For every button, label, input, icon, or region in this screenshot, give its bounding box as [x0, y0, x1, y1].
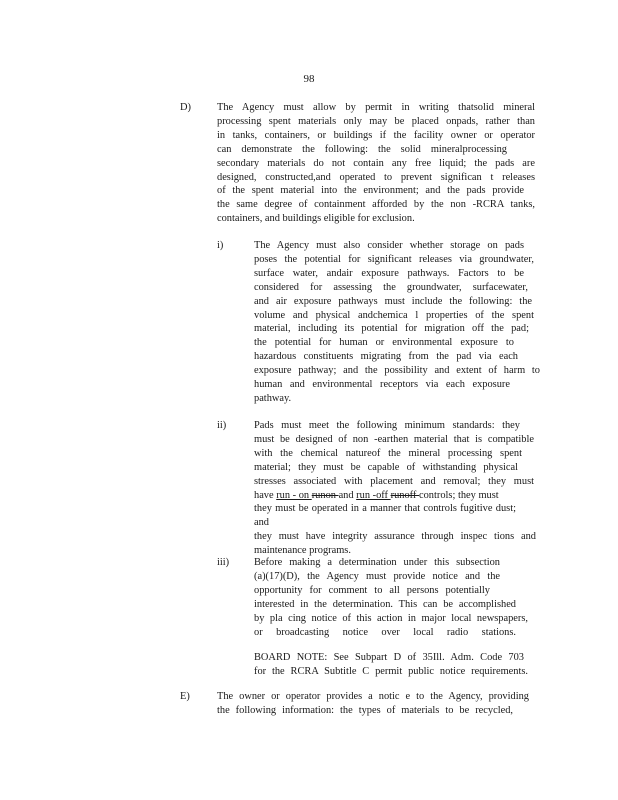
section-i-line: the potential for human or environmental exposure to [254, 337, 514, 349]
section-iii-line: interested in the determination. This can be accomplished [254, 598, 516, 610]
section-i-line: volume and physical andchemica l properties of the spent [254, 309, 534, 321]
section-D-paragraph [217, 101, 535, 226]
section-ii-line: with the chemical natureof the mineral processing spent [254, 447, 522, 459]
strike-text-and: and [338, 489, 357, 501]
section-iii-line: (a)(17)(D), the Agency must provide notice and the [254, 570, 500, 582]
section-D-line: processing spent materials only may be placed onpads, rather than [217, 115, 535, 127]
section-ii-paragraph [254, 419, 540, 558]
section-i-line: poses the potential for significant releases via groundwater, [254, 253, 534, 265]
strike-text-controls: controls; they must [419, 489, 499, 501]
section-ii-line: they must have integrity assurance through inspec tions and [254, 531, 536, 543]
section-ii-line: they must be operated in a manner that controls fugitive dust; and [254, 503, 516, 529]
section-ii-strike-line [254, 489, 540, 503]
section-label-D: D) [180, 102, 191, 113]
struck-runoff: runoff [390, 489, 419, 501]
inserted-run-on: run - on [276, 489, 312, 501]
section-iii-line: Before making a determination under this subsection [254, 557, 500, 568]
section-D-line: can demonstrate the following: the solid mineralprocessing [217, 143, 507, 155]
section-label-iii: iii) [217, 557, 230, 568]
section-D-line: The Agency must allow by permit in writing thatsolid mineral [217, 102, 535, 113]
board-note [254, 651, 540, 679]
board-note-line: for the RCRA Subtitle C permit public notice requirements. [254, 665, 528, 677]
section-i-paragraph [254, 239, 540, 406]
section-E-line: The owner or operator provides a notic e to the Agency, providing [217, 691, 529, 702]
section-i-line: surface water, andair exposure pathways. Factors to be [254, 267, 524, 279]
section-ii-line: must be designed of non -earthen material that is compatible [254, 433, 534, 445]
section-D-line: in tanks, containers, or buildings if the facility owner or operator [217, 129, 535, 141]
section-D-line: the same degree of containment afforded by the non -RCRA tanks, [217, 199, 535, 211]
section-label-E: E) [180, 691, 190, 702]
strike-text-have: have [254, 489, 277, 501]
section-ii-line: Pads must meet the following minimum standards: they [254, 420, 520, 431]
section-iii-line: by pla cing notice of this action in major local newspapers, [254, 612, 528, 624]
struck-runon: runon [311, 489, 339, 501]
section-i-line: The Agency must also consider whether storage on pads [254, 240, 524, 251]
section-D-line: designed, constructed,and operated to prevent significan t releases [217, 171, 535, 183]
section-label-i: i) [217, 240, 224, 251]
section-i-line: human and environmental receptors via each exposure [254, 379, 510, 391]
section-E-line: the following information: the types of materials to be recycled, [217, 704, 513, 716]
section-iii-paragraph [254, 556, 540, 639]
inserted-run-off: run -off [356, 489, 391, 501]
section-i-line: material, including its potential for migration off the pad; [254, 323, 529, 335]
section-iii-line: or broadcasting notice over local radio stations. [254, 626, 516, 638]
section-D-line: containers, and buildings eligible for exclusion. [217, 213, 415, 225]
section-i-line: considered for assessing the groundwater, surfacewater, [254, 281, 528, 293]
section-ii-line: maintenance programs. [254, 545, 351, 557]
section-ii-line: stresses associated with placement and removal; they must [254, 475, 534, 487]
section-i-line: exposure pathway; and the possibility and extent of harm to [254, 365, 540, 377]
section-i-line: pathway. [254, 392, 292, 404]
page-number: 98 [303, 73, 315, 85]
section-iii-line: opportunity for comment to all persons potentially [254, 584, 490, 596]
section-E-paragraph [217, 690, 535, 718]
section-D-line: secondary materials do not contain any free liquid; the pads are [217, 157, 535, 169]
section-label-ii: ii) [217, 420, 227, 431]
section-i-line: hazardous constituents migrating from the pad via each [254, 351, 518, 363]
section-D-line: of the spent material into the environment; and the pads provide [217, 185, 524, 197]
section-i-line: and air exposure pathways must include the following: the [254, 295, 532, 307]
section-ii-line: material; they must be capable of withstanding physical [254, 461, 518, 473]
board-note-line: BOARD NOTE: See Subpart D of 35Ill. Adm. Code 703 [254, 652, 524, 663]
